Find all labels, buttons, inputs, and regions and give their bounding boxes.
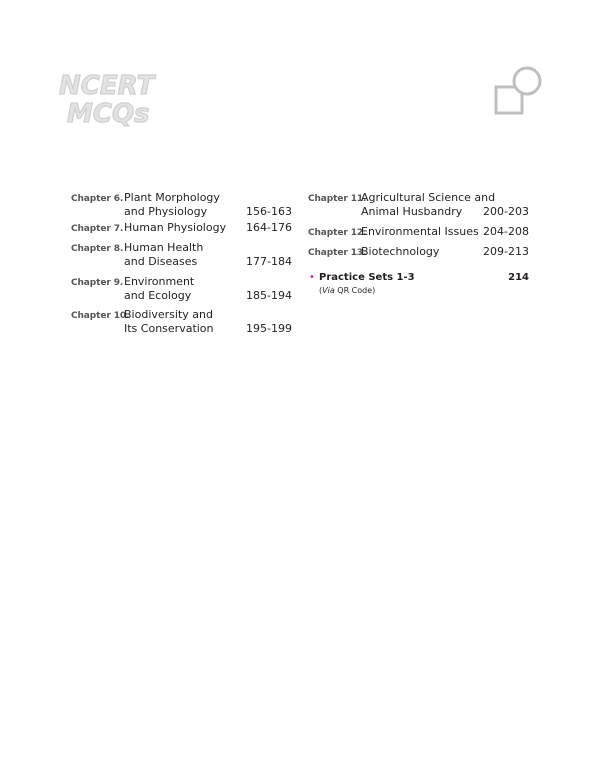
chapter-number: Chapter 8. [71, 244, 124, 254]
toc-entry-chapter-7[interactable] [71, 220, 292, 236]
chapter-title-line: Plant Morphology [124, 191, 220, 204]
chapter-title-line: Environment [124, 275, 195, 288]
chapter-pages: 209-213 [483, 245, 529, 258]
chapter-pages: 204-208 [483, 225, 529, 238]
chapter-pages: 156-163 [246, 205, 292, 218]
chapter-title-line: and Diseases [124, 255, 198, 268]
chapter-title-line: and Physiology [124, 205, 208, 218]
toc-entry-chapter-9[interactable] [71, 274, 292, 304]
corner-shapes-icon [493, 64, 545, 116]
chapter-title-line: Human Health [124, 241, 204, 254]
toc-entry-chapter-11[interactable] [308, 190, 529, 220]
chapter-number: Chapter 6. [71, 194, 124, 204]
toc-entry-chapter-12[interactable] [308, 224, 529, 240]
toc-entry-practice-sets[interactable] [308, 271, 529, 299]
logo-line1: NCERT [59, 71, 155, 101]
toc-entry-chapter-6[interactable] [71, 190, 292, 220]
chapter-title-line: Agricultural Science and [361, 191, 496, 204]
chapter-pages: 164-176 [246, 221, 292, 234]
toc-entry-chapter-8[interactable] [71, 240, 292, 270]
chapter-number: Chapter 12. [308, 228, 367, 238]
chapter-number: Chapter 9. [71, 278, 124, 288]
chapter-pages: 177-184 [246, 255, 292, 268]
chapter-title-line: and Ecology [124, 289, 192, 302]
chapter-title-line: Its Conservation [124, 322, 214, 335]
chapter-title-line: Environmental Issues [361, 225, 479, 238]
toc-right-column [308, 190, 529, 310]
practice-sets-note: (Via QR Code) [319, 286, 376, 295]
chapter-pages: 185-194 [246, 289, 292, 302]
chapter-title-line: Animal Husbandry [361, 205, 463, 218]
ncert-mcqs-logo [57, 70, 157, 128]
practice-sets-pages: 214 [508, 272, 529, 283]
chapter-number: Chapter 10. [71, 311, 130, 321]
chapter-title-line: Biodiversity and [124, 308, 213, 321]
practice-sets-title: Practice Sets 1-3 [319, 272, 415, 283]
chapter-pages: 195-199 [246, 322, 292, 335]
chapter-number: Chapter 13. [308, 248, 367, 258]
toc-entry-chapter-13[interactable] [308, 244, 529, 260]
toc-entry-chapter-10[interactable] [71, 307, 292, 337]
bullet-icon: • [309, 272, 315, 283]
toc-left-column [71, 190, 292, 340]
chapter-title-line: Human Physiology [124, 221, 227, 234]
chapter-number: Chapter 11. [308, 194, 367, 204]
chapter-pages: 200-203 [483, 205, 529, 218]
chapter-number: Chapter 7. [71, 224, 124, 234]
logo-line2: MCQs [67, 99, 150, 128]
chapter-title-line: Biotechnology [361, 245, 440, 258]
